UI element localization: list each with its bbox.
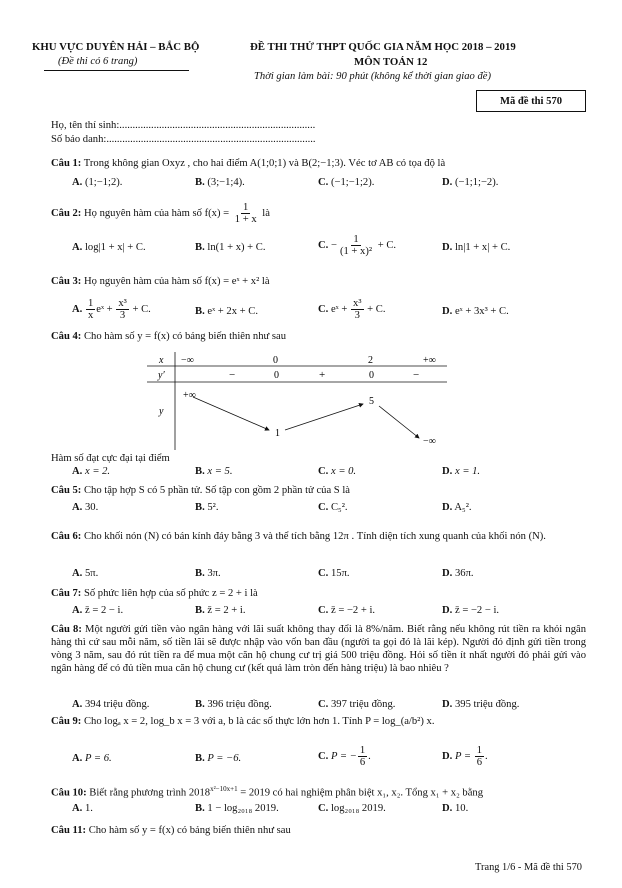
q6-option-d[interactable]: D. 36π. — [442, 568, 474, 579]
question-9: Câu 9: Cho logₐ x = 2, log_b x = 3 với a, b là các số thực lớn hơn 1. Tính P = log_(a/b²) x. — [51, 716, 435, 727]
question-8: Câu 8: Một người gửi tiền vào ngân hàng với lãi suất không thay đổi là 8%/năm. Biết rằng nếu không rút tiền ra khỏi ngân hàng thì cứ sau mỗi năm, số tiền lãi sẽ được nhập vào vốn ban đầu (người ta gọi đó là lãi kép). Người đó định gửi tiền trong vòng 3 năm, sau đó rút tiền ra để mua một căn hộ chung cư trị giá 500 triệu đồng. Hỏi số tiền ít nhất người đó phải gửi vào ngân hàng để có đủ tiền mua căn hộ chung cư (kết quả làm tròn đến hàng triệu) là bao nhiêu ? — [51, 624, 587, 674]
q10-option-c[interactable]: C. log₂₀₁₈ 2019. — [318, 803, 386, 814]
q1-option-b[interactable]: B. (3;−1;4). — [195, 177, 245, 188]
header-underline — [44, 70, 189, 71]
q3-option-a[interactable]: A. $\frac{1}{x}$ eˣ + $\frac{\text{x³}}{3}$ + C. — [72, 298, 151, 321]
q4-option-c[interactable]: C. x = 0. — [318, 466, 357, 477]
q6-option-a[interactable]: A. 5π. — [72, 568, 99, 579]
vt-arrow-down-1 — [193, 397, 269, 430]
q1-option-d[interactable]: D. (−1;1;−2). — [442, 177, 499, 188]
question-3: Câu 3: Họ nguyên hàm của hàm số f(x) = eˣ + x² là — [51, 276, 270, 287]
q9-option-b[interactable]: B. P = −6. — [195, 753, 242, 764]
q1-option-c[interactable]: C. (−1;−1;2). — [318, 177, 375, 188]
q9-option-d[interactable]: D. P = $\frac{1}{6}$ . — [442, 745, 488, 768]
vt-x-3: +∞ — [423, 355, 436, 366]
q4-option-a[interactable]: A. x = 2. — [72, 466, 111, 477]
vt-sign-1: 0 — [274, 370, 279, 381]
subject-title: MÔN TOÁN 12 — [354, 56, 428, 68]
q7-option-c[interactable]: C. z̄ = −2 + i. — [318, 605, 376, 616]
q9-option-a[interactable]: A. P = 6. — [72, 753, 112, 764]
vt-arrow-down-2 — [379, 406, 419, 438]
question-4: Câu 4: Cho hàm số y = f(x) có bảng biến thiên như sau — [51, 331, 287, 342]
q10-option-d[interactable]: D. 10. — [442, 803, 469, 814]
q5-option-c[interactable]: C. C₅². — [318, 502, 348, 513]
q3-option-b[interactable]: B. eˣ + 2x + C. — [195, 306, 258, 317]
q5-option-d[interactable]: D. A₅². — [442, 502, 472, 513]
vt-x-0: −∞ — [181, 355, 194, 366]
q6-option-b[interactable]: B. 3π. — [195, 568, 221, 579]
q4-option-d[interactable]: D. x = 1. — [442, 466, 481, 477]
q8-option-b[interactable]: B. 396 triệu đồng. — [195, 699, 272, 710]
vt-y-3: −∞ — [423, 436, 436, 447]
q3-option-d[interactable]: D. eˣ + 3x³ + C. — [442, 306, 509, 317]
question-1: Câu 1: Trong không gian Oxyz , cho hai điểm A(1;0;1) và B(2;−1;3). Véc tơ AB có tọa độ là — [51, 158, 446, 169]
q2-option-b[interactable]: B. ln(1 + x) + C. — [195, 242, 266, 253]
q7-option-a[interactable]: A. z̄ = 2 − i. — [72, 605, 124, 616]
question-11: Câu 11: Cho hàm số y = f(x) có bảng biến thiên như sau — [51, 825, 291, 836]
question-10: Câu 10: Biết rằng phương trình $2018^{x^2-10x+1} = 2019$ có hai nghiệm phân biệt x₁, x₂. Tổng x₁ + x₂ bằng — [51, 785, 484, 799]
vt-sign-3: 0 — [369, 370, 374, 381]
vt-sign-4: − — [413, 369, 420, 381]
vt-x-label: x — [159, 355, 164, 366]
q8-option-d[interactable]: D. 395 triệu đồng. — [442, 699, 520, 710]
question-5: Câu 5: Cho tập hợp S có 5 phần tử. Số tập con gồm 2 phần tử của S là — [51, 485, 350, 496]
vt-sign-2: + — [319, 369, 326, 381]
vt-x-2: 2 — [368, 355, 373, 366]
student-name-line: Họ, tên thí sinh:.......................................................................... — [51, 120, 316, 131]
exam-time: Thời gian làm bài: 90 phút (không kể thời gian giao đề) — [254, 71, 491, 82]
vt-y-label: y — [159, 406, 164, 417]
q8-option-a[interactable]: A. 394 triệu đồng. — [72, 699, 150, 710]
q9-option-c[interactable]: C. P = − $\frac{1}{6}$ . — [318, 745, 371, 768]
page-footer: Trang 1/6 - Mã đề thi 570 — [475, 862, 582, 873]
q7-option-d[interactable]: D. z̄ = −2 − i. — [442, 605, 500, 616]
q5-option-a[interactable]: A. 30. — [72, 502, 99, 513]
question-2: Câu 2: Họ nguyên hàm của hàm số f(x) = $\frac{1}{1 + x}$ là — [51, 202, 270, 225]
exam-title: ĐỀ THI THỬ THPT QUỐC GIA NĂM HỌC 2018 – 2019 — [250, 41, 516, 53]
vt-y-2: 5 — [369, 396, 374, 407]
question-7: Câu 7: Số phức liên hợp của số phức z = 2 + i là — [51, 588, 258, 599]
variation-table-q4 — [147, 352, 447, 450]
vt-yp-label: y′ — [158, 370, 165, 381]
q6-option-c[interactable]: C. 15π. — [318, 568, 350, 579]
vt-sign-0: − — [229, 369, 236, 381]
q8-option-c[interactable]: C. 397 triệu đồng. — [318, 699, 396, 710]
q1-option-a[interactable]: A. (1;−1;2). — [72, 177, 123, 188]
q2-fraction: $\frac{1}{1 + x}$ — [234, 202, 257, 225]
vt-y-0: +∞ — [183, 390, 196, 401]
vt-x-1: 0 — [273, 355, 278, 366]
region-title: KHU VỰC DUYÊN HẢI – BẮC BỘ — [32, 41, 200, 53]
q3-option-c[interactable]: C. eˣ + $\frac{\text{x³}}{3}$ + C. — [318, 298, 386, 321]
q2-option-c[interactable]: C. − $\frac{1}{\text{(1 + x)²}}$ + C. — [318, 234, 397, 257]
vt-y-1: 1 — [275, 428, 280, 439]
q5-option-b[interactable]: B. 5². — [195, 502, 219, 513]
q10-option-a[interactable]: A. 1. — [72, 803, 93, 814]
q7-option-b[interactable]: B. z̄ = 2 + i. — [195, 605, 246, 616]
q4-after-text: Hàm số đạt cực đại tại điểm — [51, 453, 170, 464]
question-6: Câu 6: Cho khối nón (N) có bán kính đáy bằng 3 và thể tích bằng 12π . Tính diện tích xung quanh của khối nón (N). — [51, 531, 546, 542]
vt-arrow-up — [285, 404, 363, 430]
student-id-line: Số báo danh:............................................................................... — [51, 134, 316, 145]
q10-option-b[interactable]: B. 1 − log₂₀₁₈ 2019. — [195, 803, 279, 814]
q4-option-b[interactable]: B. x = 5. — [195, 466, 233, 477]
q2-option-d[interactable]: D. ln|1 + x| + C. — [442, 242, 511, 253]
exam-code-box: Mã đề thi 570 — [476, 90, 586, 112]
pages-note: (Đề thi có 6 trang) — [58, 56, 138, 67]
q2-option-a[interactable]: A. log|1 + x| + C. — [72, 242, 146, 253]
